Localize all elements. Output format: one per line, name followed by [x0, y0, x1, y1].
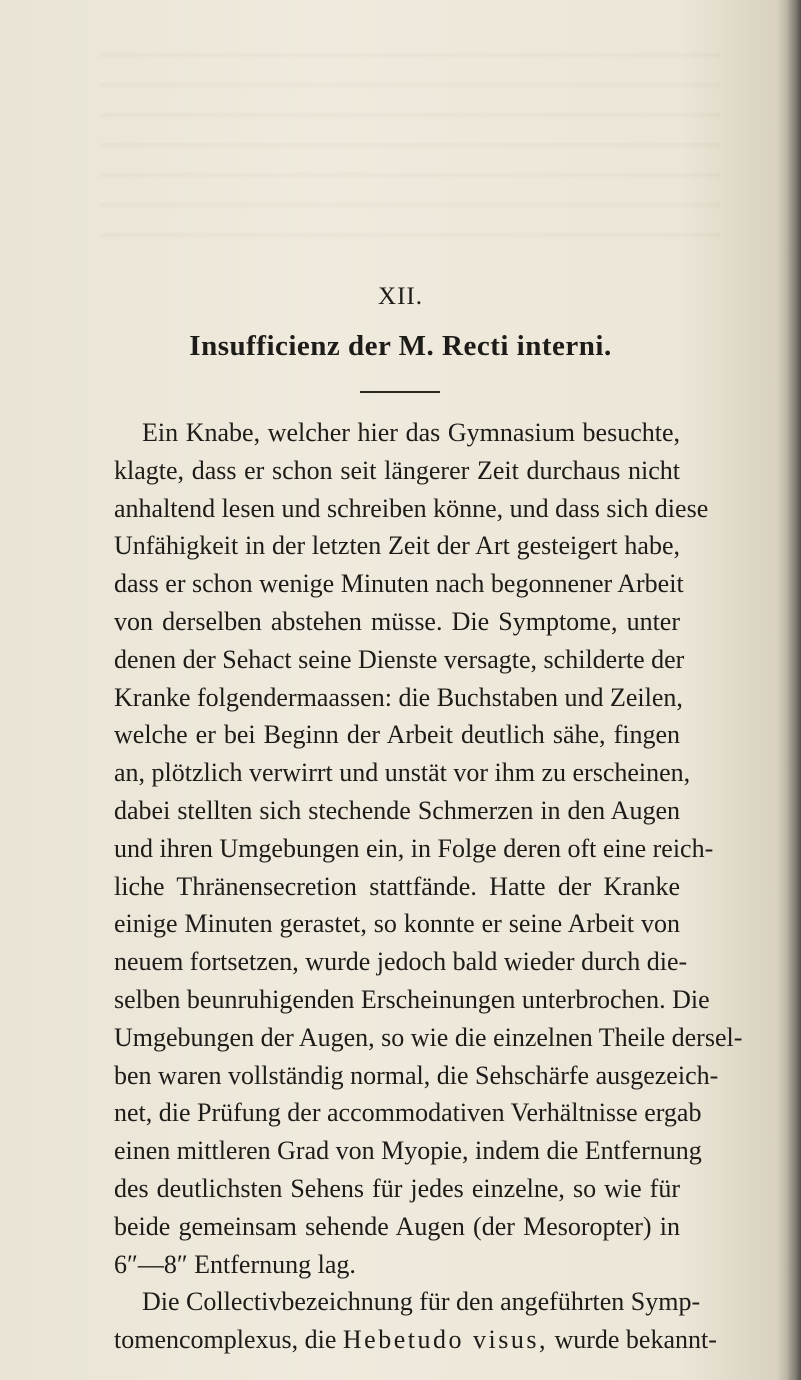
text-line: 6″—8″ Entfernung lag. — [114, 1249, 356, 1279]
text-line: anhaltend lesen und schreiben könne, und dass sich diese — [114, 493, 709, 523]
text-line-last — [114, 1321, 717, 1359]
text-segment: tomencomplexus, die — [114, 1325, 337, 1355]
text-line: liche Thränensecretion stattfände. Hatte der Kranke — [114, 871, 680, 901]
text-line: net, die Prüfung der accommodativen Verhältnisse ergab — [114, 1098, 702, 1128]
text-line: und ihren Umgebungen ein, in Folge deren oft eine reich- — [114, 833, 714, 863]
text-line: Kranke folgendermaassen: die Buchstaben und Zeilen, — [114, 682, 683, 712]
text-line: dabei stellten sich stechende Schmerzen in den Augen — [114, 795, 680, 825]
text-line: dass er schon wenige Minuten nach begonnener Arbeit — [114, 569, 684, 599]
text-line: einen mittleren Grad von Myopie, indem die Entfernung — [114, 1136, 702, 1166]
text-line: welche er bei Beginn der Arbeit deutlich sähe, fingen — [114, 720, 680, 750]
text-line: von derselben abstehen müsse. Die Symptome, unter — [114, 606, 680, 636]
text-line: selben beunruhigenden Erscheinungen unterbrochen. Die — [114, 984, 710, 1014]
text-line: Die Collectivbezeichnung für den angeführten Symp- — [142, 1287, 701, 1317]
text-line: an, plötzlich verwirrt und unstät vor ihm zu erscheinen, — [114, 758, 691, 788]
chapter-number: XII. — [378, 283, 423, 310]
text-line: beide gemeinsam sehende Augen (der Mesoropter) in — [114, 1211, 680, 1241]
text-line: des deutlichsten Sehens für jedes einzelne, so wie für — [114, 1173, 680, 1203]
text-line: Umgebungen der Augen, so wie die einzelnen Theile dersel- — [114, 1022, 743, 1052]
title-divider — [360, 391, 440, 393]
text-line: neuem fortsetzen, wurde jedoch bald wieder durch die- — [114, 947, 688, 977]
text-segment: wurde bekannt- — [554, 1325, 717, 1355]
text-line: klagte, dass er schon seit längerer Zeit durchaus nicht — [114, 455, 680, 485]
text-line: ben waren vollständig normal, die Sehschärfe ausgezeich- — [114, 1060, 719, 1090]
text-line: Unfähigkeit in der letzten Zeit der Art gesteigert habe, — [114, 531, 680, 561]
page-edge-shadow — [787, 0, 801, 1380]
emphasized-term: Hebetudo visus, — [342, 1325, 548, 1355]
text-line: einige Minuten gerastet, so konnte er seine Arbeit von — [114, 909, 680, 939]
show-through-texture — [100, 30, 720, 260]
text-line: Ein Knabe, welcher hier das Gymnasium besuchte, — [142, 418, 680, 447]
text-line: denen der Sehact seine Dienste versagte, schilderte der — [114, 644, 685, 674]
body-text — [114, 414, 743, 1359]
chapter-title: Insufficienz der M. Recti interni. — [189, 330, 612, 362]
